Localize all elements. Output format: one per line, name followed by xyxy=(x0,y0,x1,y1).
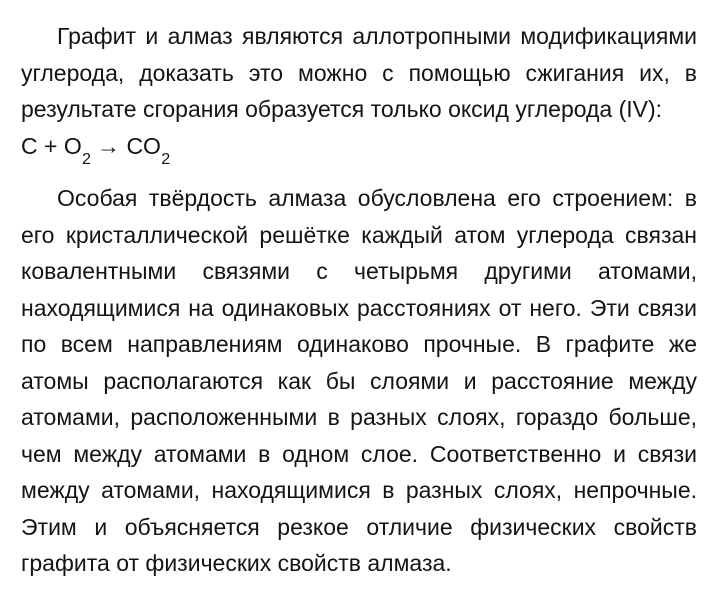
text-line: чем между атомами в одном слое. Соответственно и связи xyxy=(21,440,697,467)
text-line: результате сгорания образуется только оксид углерода (IV): xyxy=(21,96,663,122)
chemical-equation xyxy=(21,128,697,168)
text-line: Особая твёрдость алмаза обусловлена его строением: в xyxy=(57,185,697,211)
text-line: по всем направлениям одинаково прочные. В графите же xyxy=(21,331,697,357)
equation-lhs: C + O xyxy=(21,132,82,159)
equation-arrow-rhs: → CO xyxy=(90,132,161,159)
text-line: атомами, расположенными в разных слоях, гораздо больше, xyxy=(21,404,697,430)
paragraph-allotropes xyxy=(21,18,697,168)
text-line: его кристаллической решётке каждый атом углерода связан xyxy=(21,221,697,248)
text-line: Этим и объясняется резкое отличие физических свойств xyxy=(21,513,697,540)
text-line: между атомами, находящимися в разных слоях, непрочные. xyxy=(21,477,697,503)
text-line: ковалентными связями с четырьмя другими атомами, xyxy=(21,258,697,284)
text-line: атомы располагаются как бы слоями и расстояние между xyxy=(21,367,697,394)
text-line: Графит и алмаз являются аллотропными модификациями xyxy=(57,23,697,49)
text-line: углерода, доказать это можно с помощью сжигания их, в xyxy=(21,59,697,86)
text-line: графита от физических свойств алмаза. xyxy=(21,550,452,576)
equation-subscript: 2 xyxy=(161,149,171,168)
equation-subscript: 2 xyxy=(82,149,91,168)
paragraph-hardness-structure xyxy=(21,180,697,582)
text-line: находящимися на одинаковых расстояниях от него. Эти связи xyxy=(21,294,697,321)
